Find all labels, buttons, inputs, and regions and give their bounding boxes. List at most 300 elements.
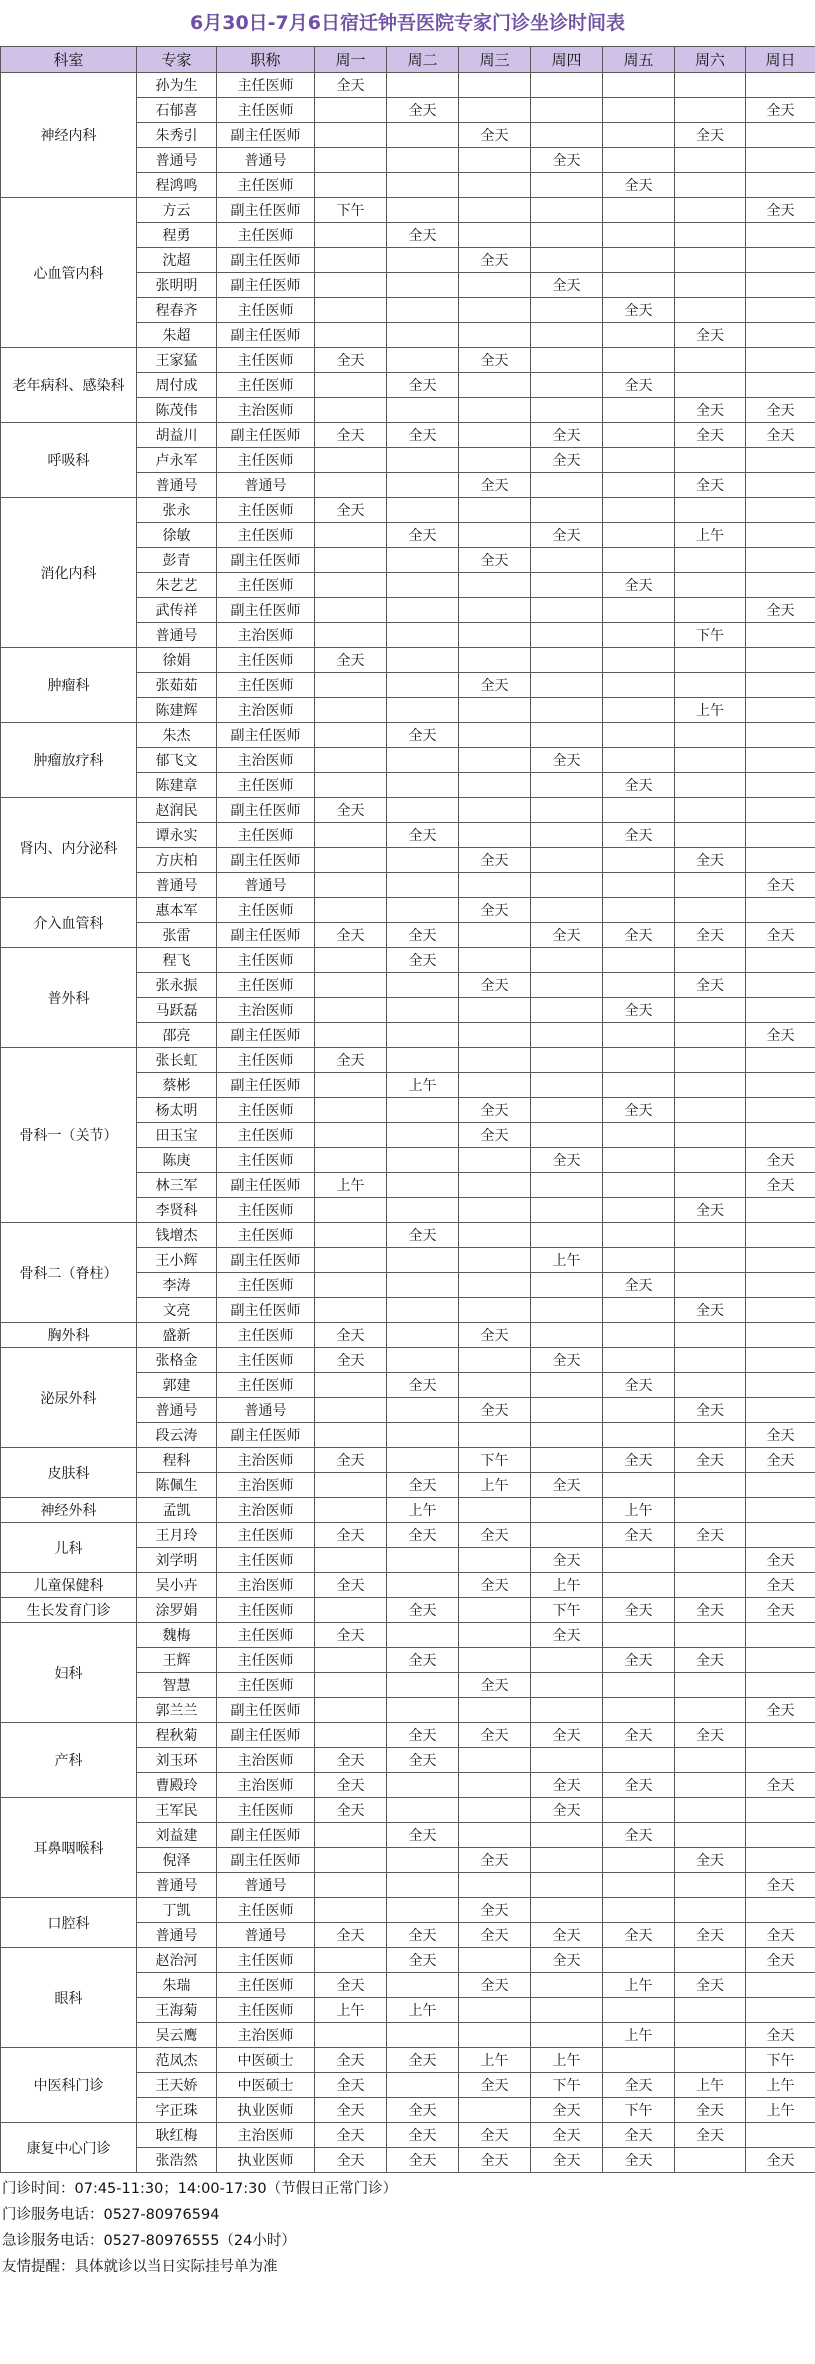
schedule-sat: [675, 2023, 746, 2048]
department-cell: 儿童保健科: [1, 1573, 137, 1598]
schedule-fri: [603, 1298, 675, 1323]
schedule-sun: [746, 773, 815, 798]
expert-title: 副主任医师: [217, 723, 315, 748]
department-cell: 普外科: [1, 948, 137, 1048]
schedule-mon: [315, 598, 387, 623]
expert-name: 普通号: [137, 1398, 217, 1423]
schedule-sat: [675, 873, 746, 898]
schedule-mon: [315, 223, 387, 248]
schedule-mon: [315, 323, 387, 348]
schedule-fri: 全天: [603, 998, 675, 1023]
schedule-thu: [531, 1223, 603, 1248]
schedule-fri: [603, 1848, 675, 1873]
expert-title: 主任医师: [217, 1098, 315, 1123]
expert-title: 中医硕士: [217, 2073, 315, 2098]
schedule-sun: [746, 348, 815, 373]
schedule-sat: [675, 1623, 746, 1648]
schedule-sat: 全天: [675, 848, 746, 873]
schedule-sat: [675, 598, 746, 623]
schedule-tue: 上午: [387, 1073, 459, 1098]
expert-name: 陈建辉: [137, 698, 217, 723]
expert-title: 副主任医师: [217, 248, 315, 273]
schedule-mon: [315, 173, 387, 198]
schedule-sat: [675, 248, 746, 273]
expert-title: 副主任医师: [217, 1848, 315, 1873]
schedule-thu: [531, 73, 603, 98]
schedule-sun: [746, 1123, 815, 1148]
schedule-tue: [387, 1448, 459, 1473]
schedule-mon: [315, 248, 387, 273]
schedule-wed: [459, 1048, 531, 1073]
schedule-tue: [387, 498, 459, 523]
expert-title: 主任医师: [217, 498, 315, 523]
schedule-fri: 全天: [603, 1723, 675, 1748]
schedule-sat: 全天: [675, 1648, 746, 1673]
schedule-thu: [531, 1898, 603, 1923]
expert-name: 张长虹: [137, 1048, 217, 1073]
schedule-tue: [387, 173, 459, 198]
schedule-wed: [459, 598, 531, 623]
schedule-wed: [459, 748, 531, 773]
schedule-sun: 全天: [746, 1598, 815, 1623]
schedule-sun: 全天: [746, 1173, 815, 1198]
header-sun: 周日: [746, 47, 815, 73]
schedule-tue: 全天: [387, 923, 459, 948]
schedule-sat: [675, 1673, 746, 1698]
expert-name: 林三军: [137, 1173, 217, 1198]
expert-name: 字正珠: [137, 2098, 217, 2123]
schedule-tue: 全天: [387, 723, 459, 748]
expert-name: 王小辉: [137, 1248, 217, 1273]
table-row: [1, 2123, 815, 2148]
schedule-tue: [387, 2023, 459, 2048]
department-cell: 耳鼻咽喉科: [1, 1798, 137, 1898]
schedule-sun: 全天: [746, 1448, 815, 1473]
expert-name: 朱超: [137, 323, 217, 348]
expert-title: 副主任医师: [217, 423, 315, 448]
schedule-mon: 全天: [315, 73, 387, 98]
expert-name: 胡益川: [137, 423, 217, 448]
schedule-sat: [675, 1023, 746, 1048]
schedule-tue: [387, 1273, 459, 1298]
expert-name: 普通号: [137, 148, 217, 173]
schedule-sun: [746, 2123, 815, 2148]
expert-title: 主任医师: [217, 73, 315, 98]
schedule-sat: [675, 1873, 746, 1898]
expert-name: 孟凯: [137, 1498, 217, 1523]
schedule-thu: [531, 1748, 603, 1773]
schedule-tue: [387, 573, 459, 598]
schedule-wed: [459, 1198, 531, 1223]
schedule-wed: 全天: [459, 1523, 531, 1548]
schedule-sun: 全天: [746, 923, 815, 948]
schedule-fri: [603, 1423, 675, 1448]
schedule-thu: [531, 1423, 603, 1448]
schedule-thu: [531, 223, 603, 248]
schedule-mon: [315, 898, 387, 923]
schedule-sat: 全天: [675, 1523, 746, 1548]
schedule-thu: [531, 498, 603, 523]
schedule-fri: [603, 1948, 675, 1973]
schedule-thu: 全天: [531, 1148, 603, 1173]
schedule-tue: [387, 1898, 459, 1923]
schedule-sun: 上午: [746, 2098, 815, 2123]
schedule-fri: [603, 748, 675, 773]
schedule-mon: 全天: [315, 2098, 387, 2123]
schedule-fri: [603, 1173, 675, 1198]
expert-title: 主任医师: [217, 1273, 315, 1298]
schedule-thu: 全天: [531, 1773, 603, 1798]
schedule-mon: 全天: [315, 1623, 387, 1648]
schedule-sat: [675, 548, 746, 573]
expert-title: 主任医师: [217, 1798, 315, 1823]
schedule-tue: 全天: [387, 223, 459, 248]
expert-title: 主任医师: [217, 673, 315, 698]
schedule-tue: [387, 348, 459, 373]
schedule-fri: [603, 323, 675, 348]
schedule-fri: [603, 798, 675, 823]
expert-title: 主治医师: [217, 748, 315, 773]
schedule-wed: 全天: [459, 1848, 531, 1873]
schedule-mon: 全天: [315, 2073, 387, 2098]
schedule-tue: [387, 1323, 459, 1348]
schedule-fri: [603, 1148, 675, 1173]
schedule-thu: [531, 648, 603, 673]
schedule-sun: 全天: [746, 1548, 815, 1573]
expert-title: 主任医师: [217, 648, 315, 673]
schedule-sat: [675, 98, 746, 123]
schedule-sun: [746, 1348, 815, 1373]
schedule-wed: 全天: [459, 1723, 531, 1748]
schedule-mon: [315, 2023, 387, 2048]
schedule-wed: [459, 523, 531, 548]
expert-title: 主治医师: [217, 1473, 315, 1498]
schedule-tue: [387, 1798, 459, 1823]
schedule-thu: [531, 1873, 603, 1898]
department-cell: 康复中心门诊: [1, 2123, 137, 2173]
expert-title: 主任医师: [217, 973, 315, 998]
schedule-mon: [315, 623, 387, 648]
expert-name: 段云涛: [137, 1423, 217, 1448]
expert-title: 副主任医师: [217, 1298, 315, 1323]
table-row: [1, 723, 815, 748]
schedule-thu: [531, 1648, 603, 1673]
schedule-sat: [675, 348, 746, 373]
schedule-tue: 上午: [387, 1998, 459, 2023]
schedule-sat: [675, 1373, 746, 1398]
table-row: [1, 1723, 815, 1748]
schedule-mon: [315, 748, 387, 773]
schedule-sun: [746, 123, 815, 148]
expert-title: 主治医师: [217, 698, 315, 723]
expert-title: 主治医师: [217, 1773, 315, 1798]
schedule-sun: [746, 1073, 815, 1098]
schedule-tue: 全天: [387, 423, 459, 448]
department-cell: 介入血管科: [1, 898, 137, 948]
schedule-tue: 全天: [387, 2048, 459, 2073]
expert-name: 吴小卉: [137, 1573, 217, 1598]
table-row: [1, 2048, 815, 2073]
expert-name: 普通号: [137, 873, 217, 898]
header-row: [1, 47, 815, 73]
schedule-mon: [315, 1273, 387, 1298]
schedule-tue: 全天: [387, 1748, 459, 1773]
schedule-sun: 全天: [746, 873, 815, 898]
schedule-mon: [315, 548, 387, 573]
schedule-fri: [603, 273, 675, 298]
schedule-thu: 全天: [531, 1623, 603, 1648]
department-cell: 呼吸科: [1, 423, 137, 498]
schedule-sat: 全天: [675, 123, 746, 148]
schedule-wed: 全天: [459, 473, 531, 498]
schedule-sun: 全天: [746, 198, 815, 223]
schedule-mon: [315, 1498, 387, 1523]
schedule-fri: 全天: [603, 1648, 675, 1673]
schedule-tue: 全天: [387, 1723, 459, 1748]
schedule-mon: [315, 1098, 387, 1123]
expert-title: 主任医师: [217, 573, 315, 598]
schedule-thu: [531, 1198, 603, 1223]
expert-name: 徐敏: [137, 523, 217, 548]
schedule-mon: 上午: [315, 1173, 387, 1198]
schedule-mon: 全天: [315, 1048, 387, 1073]
expert-name: 陈茂伟: [137, 398, 217, 423]
schedule-thu: [531, 1073, 603, 1098]
schedule-fri: 全天: [603, 773, 675, 798]
schedule-fri: 全天: [603, 923, 675, 948]
schedule-thu: 全天: [531, 1798, 603, 1823]
schedule-tue: 全天: [387, 1223, 459, 1248]
schedule-tue: 全天: [387, 373, 459, 398]
department-cell: 生长发育门诊: [1, 1598, 137, 1623]
schedule-fri: [603, 623, 675, 648]
schedule-thu: [531, 1123, 603, 1148]
schedule-mon: [315, 523, 387, 548]
schedule-sun: 全天: [746, 598, 815, 623]
schedule-wed: [459, 2023, 531, 2048]
schedule-sun: [746, 973, 815, 998]
department-cell: 肿瘤科: [1, 648, 137, 723]
expert-name: 张格金: [137, 1348, 217, 1373]
expert-title: 主任医师: [217, 223, 315, 248]
expert-title: 主任医师: [217, 1323, 315, 1348]
expert-name: 王辉: [137, 1648, 217, 1673]
schedule-fri: 全天: [603, 1773, 675, 1798]
schedule-sun: [746, 748, 815, 773]
expert-name: 盛新: [137, 1323, 217, 1348]
schedule-sun: [746, 1323, 815, 1348]
schedule-fri: 全天: [603, 1523, 675, 1548]
expert-title: 普通号: [217, 1923, 315, 1948]
expert-title: 副主任医师: [217, 548, 315, 573]
schedule-fri: [603, 498, 675, 523]
schedule-mon: [315, 973, 387, 998]
schedule-sun: 全天: [746, 1148, 815, 1173]
schedule-tue: [387, 473, 459, 498]
table-row: [1, 1798, 815, 1823]
schedule-tue: [387, 273, 459, 298]
header-thu: 周四: [531, 47, 603, 73]
schedule-thu: [531, 248, 603, 273]
schedule-sat: [675, 1423, 746, 1448]
expert-title: 副主任医师: [217, 123, 315, 148]
schedule-mon: [315, 148, 387, 173]
expert-name: 钱增杰: [137, 1223, 217, 1248]
schedule-wed: 全天: [459, 2123, 531, 2148]
schedule-sun: [746, 373, 815, 398]
schedule-fri: [603, 598, 675, 623]
schedule-fri: 全天: [603, 2148, 675, 2173]
expert-title: 主治医师: [217, 1748, 315, 1773]
page-title: 6月30日-7月6日宿迁钟吾医院专家门诊坐诊时间表: [190, 12, 625, 34]
schedule-sun: 全天: [746, 1023, 815, 1048]
schedule-tue: [387, 198, 459, 223]
schedule-wed: [459, 1698, 531, 1723]
schedule-sat: [675, 498, 746, 523]
schedule-tue: [387, 1698, 459, 1723]
department-cell: 老年病科、感染科: [1, 348, 137, 423]
schedule-fri: [603, 473, 675, 498]
schedule-thu: 全天: [531, 1348, 603, 1373]
schedule-wed: [459, 798, 531, 823]
header-title: 职称: [217, 47, 315, 73]
schedule-sat: [675, 1273, 746, 1298]
schedule-wed: [459, 573, 531, 598]
schedule-sat: 下午: [675, 623, 746, 648]
schedule-fri: [603, 848, 675, 873]
expert-name: 刘玉环: [137, 1748, 217, 1773]
table-row: [1, 1598, 815, 1623]
expert-name: 朱杰: [137, 723, 217, 748]
schedule-thu: [531, 1498, 603, 1523]
expert-title: 主治医师: [217, 998, 315, 1023]
department-cell: 皮肤科: [1, 1448, 137, 1498]
schedule-wed: [459, 823, 531, 848]
expert-name: 朱秀引: [137, 123, 217, 148]
schedule-wed: [459, 1823, 531, 1848]
schedule-fri: [603, 398, 675, 423]
schedule-wed: [459, 298, 531, 323]
schedule-sat: [675, 998, 746, 1023]
schedule-fri: [603, 423, 675, 448]
schedule-mon: 全天: [315, 1573, 387, 1598]
schedule-tue: 上午: [387, 1498, 459, 1523]
expert-title: 副主任医师: [217, 1248, 315, 1273]
expert-name: 杨太明: [137, 1098, 217, 1123]
schedule-sat: [675, 1823, 746, 1848]
schedule-tue: [387, 1848, 459, 1873]
schedule-wed: [459, 1623, 531, 1648]
schedule-mon: [315, 1073, 387, 1098]
schedule-wed: [459, 373, 531, 398]
schedule-sun: [746, 1223, 815, 1248]
schedule-sun: [746, 248, 815, 273]
schedule-mon: [315, 848, 387, 873]
expert-name: 程勇: [137, 223, 217, 248]
schedule-sat: [675, 1223, 746, 1248]
expert-name: 刘学明: [137, 1548, 217, 1573]
schedule-fri: 全天: [603, 1273, 675, 1298]
schedule-wed: [459, 623, 531, 648]
schedule-fri: [603, 1798, 675, 1823]
schedule-sun: [746, 1623, 815, 1648]
schedule-sun: [746, 1373, 815, 1398]
schedule-mon: [315, 1723, 387, 1748]
schedule-fri: 全天: [603, 1923, 675, 1948]
schedule-thu: [531, 298, 603, 323]
header-tue: 周二: [387, 47, 459, 73]
schedule-wed: 全天: [459, 1123, 531, 1148]
schedule-mon: [315, 823, 387, 848]
schedule-sun: 全天: [746, 98, 815, 123]
schedule-sat: 全天: [675, 1448, 746, 1473]
schedule-tue: [387, 973, 459, 998]
schedule-sat: 全天: [675, 1298, 746, 1323]
schedule-thu: 全天: [531, 923, 603, 948]
schedule-thu: 全天: [531, 423, 603, 448]
department-cell: 肿瘤放疗科: [1, 723, 137, 798]
schedule-sun: [746, 1798, 815, 1823]
schedule-mon: [315, 1948, 387, 1973]
expert-name: 范凤杰: [137, 2048, 217, 2073]
expert-name: 赵治河: [137, 1948, 217, 1973]
schedule-wed: [459, 73, 531, 98]
schedule-tue: 全天: [387, 823, 459, 848]
schedule-sun: 全天: [746, 1873, 815, 1898]
schedule-fri: [603, 1698, 675, 1723]
schedule-sat: [675, 573, 746, 598]
schedule-fri: 上午: [603, 2023, 675, 2048]
schedule-sat: [675, 898, 746, 923]
expert-name: 蔡彬: [137, 1073, 217, 1098]
schedule-sun: 全天: [746, 1573, 815, 1598]
table-row: [1, 1323, 815, 1348]
schedule-mon: 全天: [315, 1973, 387, 1998]
expert-name: 邵亮: [137, 1023, 217, 1048]
schedule-fri: 全天: [603, 298, 675, 323]
schedule-thu: [531, 623, 603, 648]
schedule-fri: [603, 1023, 675, 1048]
schedule-sat: 全天: [675, 1198, 746, 1223]
schedule-tue: [387, 598, 459, 623]
schedule-tue: [387, 798, 459, 823]
emergency-phone: 急诊服务电话：0527-80976555（24小时）: [2, 2233, 296, 2249]
schedule-mon: 全天: [315, 1798, 387, 1823]
expert-title: 普通号: [217, 873, 315, 898]
schedule-fri: [603, 1673, 675, 1698]
table-row: [1, 73, 815, 98]
schedule-mon: [315, 98, 387, 123]
schedule-wed: [459, 173, 531, 198]
expert-name: 魏梅: [137, 1623, 217, 1648]
table-row: [1, 1348, 815, 1373]
expert-name: 彭青: [137, 548, 217, 573]
schedule-wed: [459, 1948, 531, 1973]
schedule-thu: [531, 698, 603, 723]
schedule-fri: [603, 1998, 675, 2023]
schedule-sat: [675, 1798, 746, 1823]
schedule-wed: [459, 1248, 531, 1273]
schedule-wed: [459, 948, 531, 973]
schedule-wed: [459, 198, 531, 223]
schedule-mon: 下午: [315, 198, 387, 223]
schedule-body: [1, 73, 815, 2173]
schedule-mon: [315, 298, 387, 323]
schedule-wed: 全天: [459, 248, 531, 273]
expert-title: 主任医师: [217, 298, 315, 323]
expert-title: 普通号: [217, 1873, 315, 1898]
schedule-thu: [531, 998, 603, 1023]
